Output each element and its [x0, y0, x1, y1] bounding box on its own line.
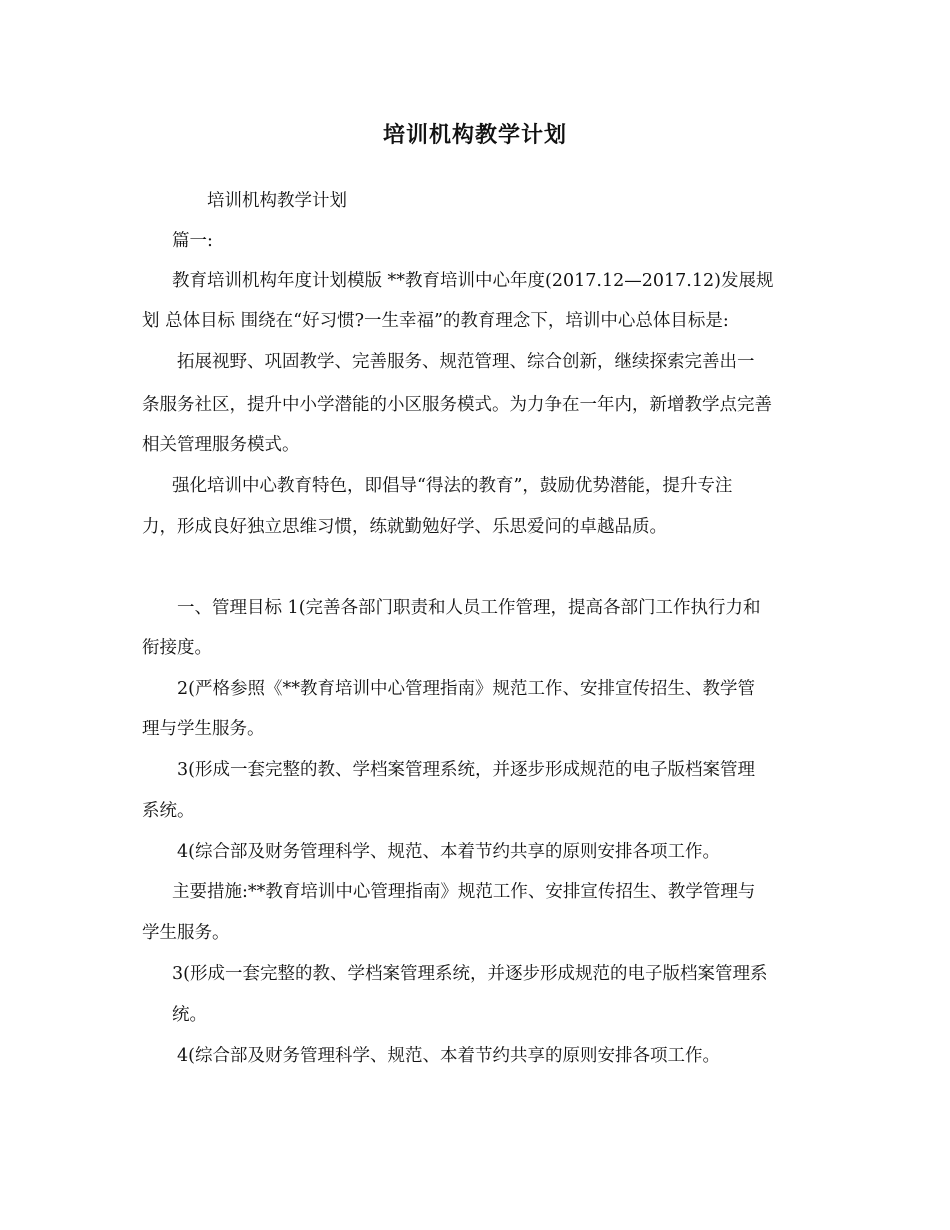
paragraph-line: 统。	[172, 1005, 207, 1025]
document-title: 培训机构教学计划	[382, 122, 567, 148]
paragraph-line: 3(形成一套完整的教、学档案管理系统，并逐步形成规范的电子版档案管理系	[172, 964, 768, 984]
paragraph-line: 4(综合部及财务管理科学、规范、本着节约共享的原则安排各项工作。	[177, 1046, 720, 1066]
paragraph-line: 强化培训中心教育特色，即倡导“得法的教育”，鼓励优势潜能，提升专注	[172, 476, 733, 496]
paragraph-line: 2(严格参照《**教育培训中心管理指南》规范工作、安排宣传招生、教学管	[177, 679, 755, 699]
paragraph-line: 主要措施:**教育培训中心管理指南》规范工作、安排宣传招生、教学管理与	[172, 882, 756, 902]
paragraph-line: 学生服务。	[142, 923, 230, 943]
paragraph-line: 系统。	[142, 801, 195, 821]
paragraph-line: 划 总体目标 围绕在“好习惯?一生幸福”的教育理念下，培训中心总体目标是:	[142, 311, 729, 331]
paragraph-line: 条服务社区，提升中小学潜能的小区服务模式。为力争在一年内，新增教学点完善	[142, 395, 772, 415]
paragraph-line: 力，形成良好独立思维习惯，练就勤勉好学、乐思爱问的卓越品质。	[142, 517, 667, 537]
paragraph-line: 4(综合部及财务管理科学、规范、本着节约共享的原则安排各项工作。	[177, 842, 720, 862]
paragraph-line: 衔接度。	[142, 638, 212, 658]
paragraph-line: 教育培训机构年度计划模版 **教育培训中心年度(2017.12—2017.12)发展规	[172, 271, 774, 291]
paragraph-line: 一、管理目标 1(完善各部门职责和人员工作管理，提高各部门工作执行力和	[177, 598, 761, 618]
paragraph-line: 3(形成一套完整的教、学档案管理系统，并逐步形成规范的电子版档案管理	[177, 760, 755, 780]
paragraph-line: 相关管理服务模式。	[142, 435, 300, 455]
subtitle-line: 培训机构教学计划	[207, 191, 347, 211]
paragraph-line: 理与学生服务。	[142, 719, 265, 739]
section-label: 篇一:	[172, 231, 213, 251]
paragraph-line: 拓展视野、巩固教学、完善服务、规范管理、综合创新，继续探索完善出一	[177, 352, 755, 372]
